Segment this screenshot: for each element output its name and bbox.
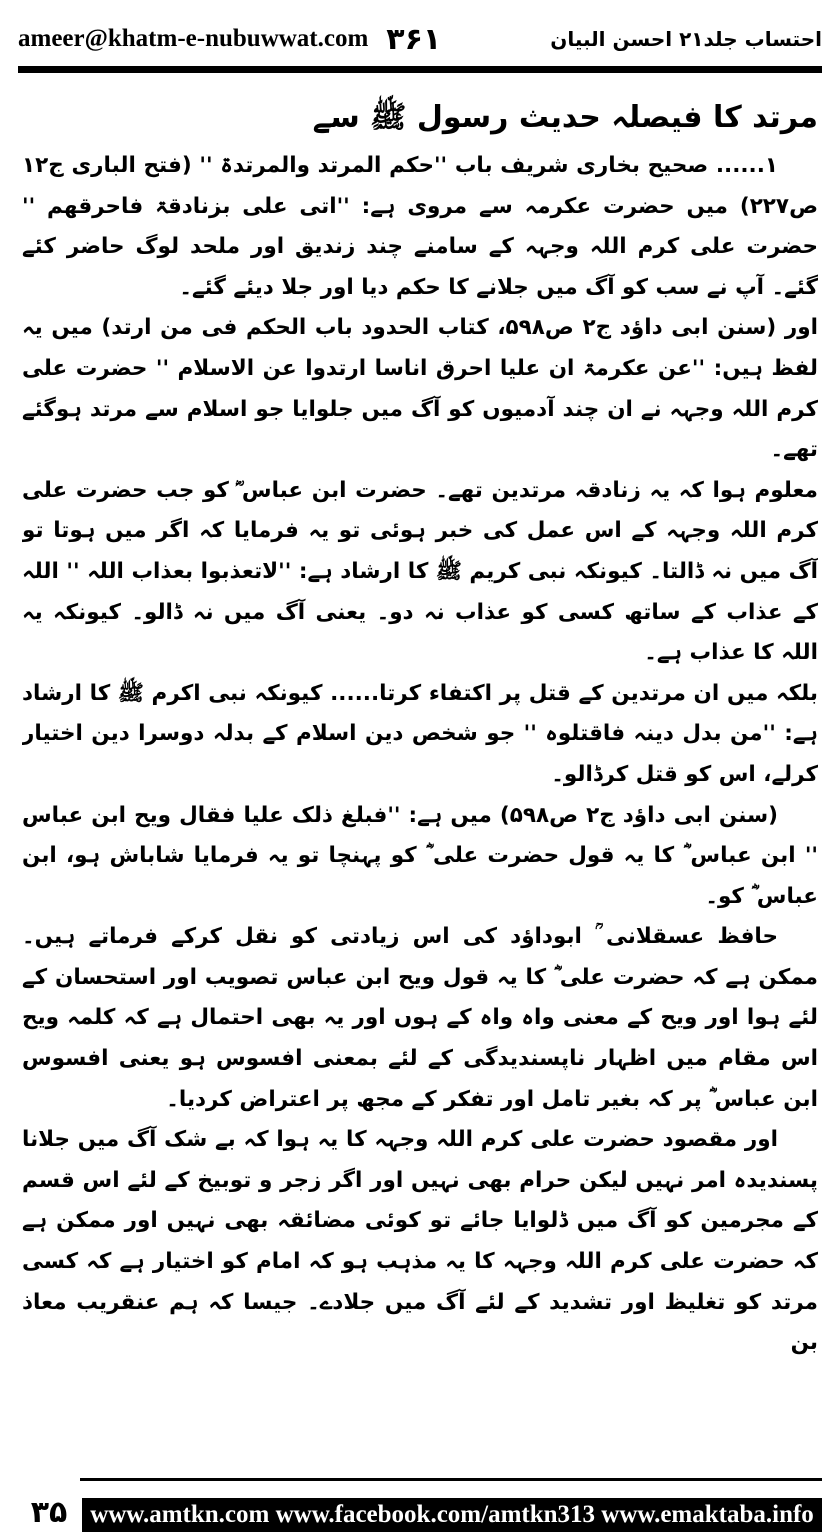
header-page-number: ۳۶۱: [386, 21, 442, 57]
paragraph-3: معلوم ہوا کہ یہ زنادقہ مرتدین تھے۔ حضرت ابن عباس ؓ کو جب حضرت علی کرم اللہ وجہہ کے اس عمل کی خبر ہوئی تو یہ فرمایا کہ اگر میں ہوتا تو آگ میں نہ ڈالتا۔ کیونکہ نبی کریم ﷺ کا ارشاد ہے: ''لاتعذبوا بعذاب اللہ '' اللہ کے عذاب کے ساتھ کسی کو عذاب نہ دو۔ یعنی آگ میں نہ ڈالو۔ کیونکہ یہ اللہ کا عذاب ہے۔: [22, 477, 818, 666]
page-body: [22, 90, 818, 1460]
header-left: [18, 22, 441, 57]
paragraph-4: بلکہ میں ان مرتدین کے قتل پر اکتفاء کرتا...... کیونکہ نبی اکرم ﷺ کا ارشاد ہے: ''من بدل دینہ فاقتلوہ '' جو شخص دین اسلام کے بدلہ دوسرا دین اختیار کرلے، اس کو قتل کرڈالو۔: [22, 680, 818, 787]
page-header: [18, 14, 822, 64]
section-heading: مرتد کا فیصلہ حدیث رسول ﷺ سے: [312, 100, 818, 135]
paragraph-7: اور مقصود حضرت علی کرم اللہ وجہہ کا یہ ہوا کہ بے شک آگ میں جلانا پسندیدہ امر نہیں لیکن حرام بھی نہیں اور اگر زجر و توبیخ کے لئے اس قسم کے مجرمین کو آگ میں ڈلوایا جائے تو کوئی مضائقہ بھی نہیں اور ممکن ہے کہ حضرت علی کرم اللہ وجہہ کا یہ مذہب ہو کہ امام کو اختیار ہے کہ کسی مرتد کو تغلیظ اور تشدید کے لئے آگ میں جلادے۔ جیسا کہ ہم عنقریب معاذ بن: [22, 1127, 818, 1356]
header-rule: [18, 66, 822, 73]
header-book-title: احتساب جلد۲۱ احسن البیان: [550, 27, 822, 51]
paragraph-2: اور (سنن ابی داؤد ج۲ ص۵۹۸، کتاب الحدود باب الحکم فی من ارتد) میں یہ لفظ ہیں: ''عن عکرمۃ ان علیا احرق اناسا ارتدوا عن الاسلام '' حضرت علی کرم اللہ وجہہ نے ان چند آدمیوں کو آگ میں جلوایا جو اسلام سے مرتد ہوگئے تھے۔: [22, 315, 818, 463]
footer-page-number: ۳۵: [30, 1495, 68, 1530]
paragraph-6: حافظ عسقلانی ؒ ابوداؤد کی اس زیادتی کو نقل کرکے فرماتے ہیں۔ ممکن ہے کہ حضرت علی ؓ کا یہ قول ویح ابن عباس تصویب اور استحسان کے لئے ہوا اور ویح کے معنی واہ واہ کے ہوں اور یہ بھی احتمال ہے کہ کلمہ ویح اس مقام میں اظہار ناپسندیدگی کے لئے بمعنی افسوس ہو یعنی افسوس ابن عباس ؓ پر کہ بغیر تامل اور تفکر کے مجھ پر اعتراض کردیا۔: [22, 924, 818, 1112]
paragraph-5: (سنن ابی داؤد ج۲ ص۵۹۸) میں ہے: ''فبلغ ذلک علیا فقال ویح ابن عباس '' ابن عباس ؓ کا یہ قول حضرت علی ؓ کو پہنچا تو یہ فرمایا شاباش ہو، ابن عباس ؓ کو۔: [22, 802, 818, 909]
footer-rule: [80, 1478, 822, 1481]
footer-links[interactable]: www.amtkn.com www.facebook.com/amtkn313 www.emaktaba.info: [82, 1498, 822, 1532]
paragraph-1: ۱...... صحیح بخاری شریف باب ''حکم المرتد والمرتدۃ '' (فتح الباری ج۱۲ ص۲۲۷) میں حضرت عکرمہ سے مروی ہے: ''اتی علی بزنادقۃ فاحرقھم '' حضرت علی کرم اللہ وجہہ کے سامنے چند زندیق اور ملحد لوگ حاضر کئے گئے۔ آپ نے سب کو آگ میں جلانے کا حکم دیا اور جلا دیئے گئے۔: [22, 153, 818, 300]
header-email: ameer@khatm-e-nubuwwat.com: [18, 25, 369, 52]
page-footer: [18, 1482, 822, 1532]
